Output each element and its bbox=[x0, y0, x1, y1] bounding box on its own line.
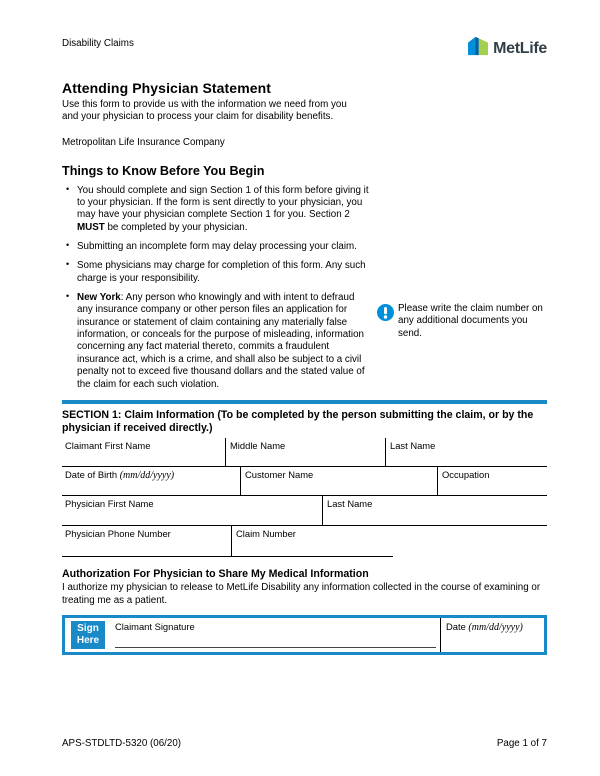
bullet-text bbox=[77, 185, 370, 234]
field-physician-first-name[interactable] bbox=[62, 496, 322, 525]
page-indicator: Page 1 of 7 bbox=[496, 738, 547, 749]
things-to-know-heading: Things to Know Before You Begin bbox=[62, 163, 265, 178]
signature-date-field[interactable] bbox=[440, 618, 544, 652]
document-category: Disability Claims bbox=[62, 38, 134, 49]
bullet-text-segment: Some physicians may charge for completion of this form. Any such charge is your responsibility. bbox=[77, 260, 366, 284]
bullet-text-bold: New York bbox=[77, 292, 121, 304]
field-label: Date of Birth bbox=[65, 469, 120, 481]
things-to-know-list bbox=[62, 185, 370, 391]
page-header bbox=[62, 0, 547, 61]
field-claim-number[interactable] bbox=[231, 526, 393, 556]
field-label: Last Name bbox=[390, 440, 436, 452]
date-format-hint: (mm/dd/yyyy) bbox=[119, 470, 175, 482]
bullet-text bbox=[77, 260, 370, 285]
section-divider-rule bbox=[62, 400, 547, 404]
section1-heading: SECTION 1: Claim Information (To be completed by the person submitting the claim, or by the physician if received directly.) bbox=[62, 408, 534, 434]
field-label: Middle Name bbox=[230, 440, 286, 452]
list-item bbox=[62, 185, 370, 234]
field-physician-phone-number[interactable] bbox=[62, 526, 231, 556]
field-label: Customer Name bbox=[245, 469, 314, 481]
field-label: Claimant First Name bbox=[65, 440, 151, 452]
claimant-signature-field[interactable] bbox=[105, 618, 440, 652]
claim-information-table bbox=[62, 438, 547, 557]
field-middle-name[interactable] bbox=[225, 438, 385, 466]
date-label: Date bbox=[446, 620, 469, 632]
bullet-text-segment: be completed by your physician. bbox=[104, 221, 248, 233]
intro-line-1: Use this form to provide us with the information we need from you bbox=[62, 99, 347, 110]
field-label: Occupation bbox=[442, 469, 490, 481]
sign-here-badge-line: Here bbox=[76, 634, 100, 646]
bullet-text-segment: You should complete and sign Section 1 of this form before giving it to your physician. If the form is sent directly to your physician, you may have your physician complete Section 1 for you. Section 2 bbox=[77, 184, 369, 221]
metlife-logo bbox=[467, 36, 547, 61]
authorization-heading: Authorization For Physician to Share My Medical Information bbox=[62, 568, 369, 581]
authorization-text: I authorize my physician to release to MetLife Disability any information collected in the course of examining or treating me as a patient. bbox=[62, 582, 541, 606]
table-row bbox=[62, 526, 393, 557]
bullet-marker bbox=[62, 185, 77, 234]
list-item bbox=[62, 292, 370, 391]
field-customer-name[interactable] bbox=[240, 467, 437, 495]
signature-line[interactable] bbox=[115, 647, 436, 648]
field-label: Physician First Name bbox=[65, 498, 154, 510]
bullet-text-segment: Submitting an incomplete form may delay processing your claim. bbox=[77, 241, 357, 253]
form-number: APS-STDLTD-5320 (06/20) bbox=[62, 738, 182, 749]
list-item bbox=[62, 241, 370, 253]
table-row bbox=[62, 438, 547, 467]
field-occupation[interactable] bbox=[437, 467, 547, 495]
field-label: Physician Phone Number bbox=[65, 528, 171, 540]
metlife-wordmark: MetLife bbox=[493, 39, 547, 57]
field-label: Last Name bbox=[327, 498, 373, 510]
signature-box bbox=[62, 615, 547, 655]
page-title: Attending Physician Statement bbox=[62, 80, 272, 96]
field-label: Claim Number bbox=[236, 528, 296, 540]
sign-here-badge bbox=[71, 621, 105, 649]
table-row bbox=[62, 467, 547, 496]
field-physician-last-name[interactable] bbox=[322, 496, 547, 525]
claim-number-callout bbox=[377, 303, 553, 340]
bullet-marker bbox=[62, 292, 77, 391]
signature-label: Claimant Signature bbox=[115, 620, 195, 632]
field-last-name[interactable] bbox=[385, 438, 547, 466]
bullet-text-segment: : Any person who knowingly and with intent to defraud any insurance company or other person files an application for insurance or statement of claim containing any materially false information, or conceals for the purpose of misleading, information concerning any fact material thereto, commits a fraudulent insurance act, which is a crime, and shall also be subject to a civil penalty not to exceed five thousand dollars and the stated value of the claim for each such violation. bbox=[77, 292, 365, 390]
list-item bbox=[62, 260, 370, 285]
intro-line-2: and your physician to process your claim for disability benefits. bbox=[62, 111, 334, 123]
sign-here-badge-line: Sign bbox=[77, 622, 99, 634]
callout-text: Please write the claim number on any additional documents you send. bbox=[398, 303, 543, 339]
bullet-marker bbox=[62, 260, 77, 285]
bullet-marker bbox=[62, 241, 77, 253]
company-name: Metropolitan Life Insurance Company bbox=[62, 136, 225, 148]
intro-text bbox=[62, 99, 547, 124]
bullet-text bbox=[77, 292, 370, 391]
exclamation-circle-icon bbox=[377, 303, 395, 340]
field-date-of-birth[interactable] bbox=[62, 467, 240, 495]
page-footer bbox=[62, 738, 547, 749]
field-claimant-first-name[interactable] bbox=[62, 438, 225, 466]
bullet-text-bold: MUST bbox=[77, 221, 105, 233]
bullet-text bbox=[77, 241, 357, 253]
table-row bbox=[62, 496, 547, 526]
metlife-m-icon bbox=[467, 36, 489, 61]
date-format-hint: (mm/dd/yyyy) bbox=[468, 621, 523, 633]
